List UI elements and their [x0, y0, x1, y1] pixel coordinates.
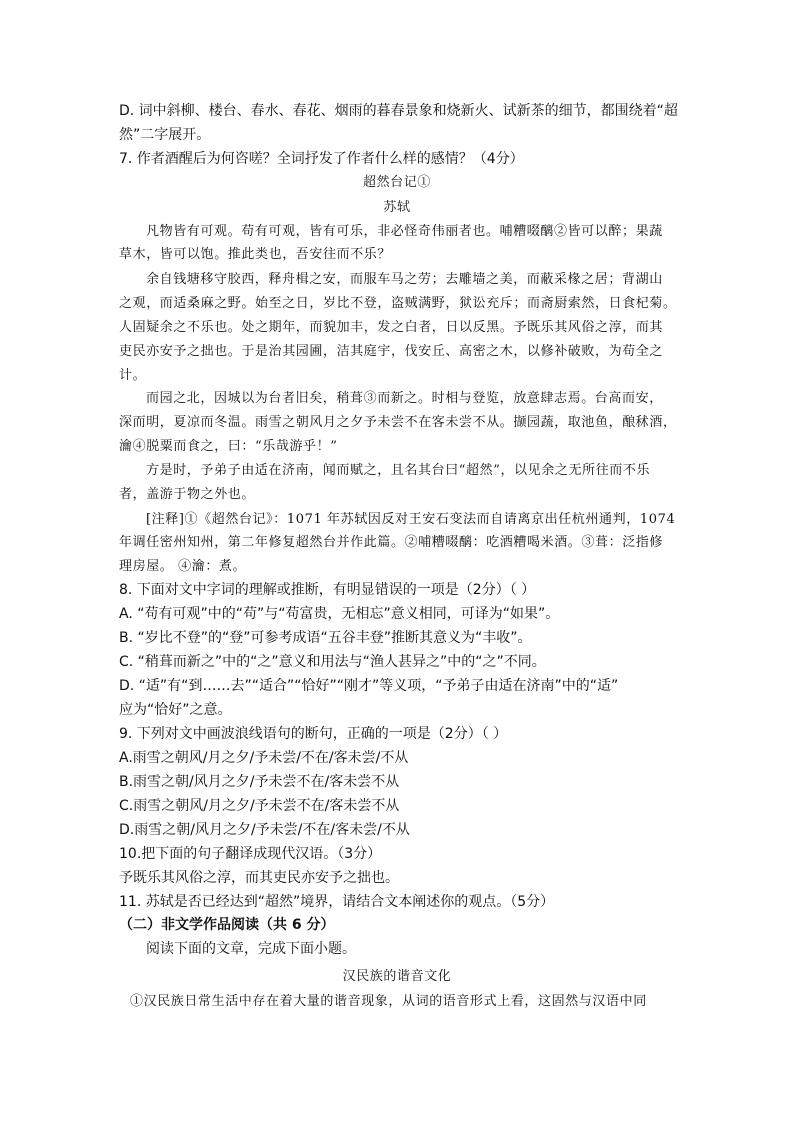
q10-sentence: 予既乐其风俗之淳，而其吏民亦安予之拙也。 [119, 870, 399, 886]
essay-title: 超然台记① [362, 175, 431, 190]
essay-para2-line5: 计。 [119, 368, 147, 383]
q8-option-b: B. “岁比不登”的“登”可参考成语“五谷丰登”推断其意义为“丰收”。 [119, 630, 532, 646]
essay-para4-line2: 者，盖游于物之外也。 [119, 487, 256, 502]
essay-para3-line3: 瀹④脱粟而食之，曰：“乐哉游乎！” [119, 439, 338, 454]
question-9: 9. 下列对文中画波浪线语句的断句，正确的一项是（2分）（ ） [119, 726, 508, 742]
q9-option-a: A.雨雪之朝风/月之夕/予未尝/不在/客未尝/不从 [119, 750, 409, 766]
essay-para4-line1: 方是时，予弟子由适在济南，闻而赋之，且名其台曰“超然”，以见余之无所往而不乐 [146, 463, 651, 478]
q8-option-a: A. “苟有可观”中的“苟”与“苟富贵，无相忘”意义相同，可译为“如果”。 [119, 606, 560, 622]
q6-option-d-line2: 然”二字展开。 [119, 127, 211, 143]
article-title: 汉民族的谐音文化 [342, 969, 452, 984]
essay-para1-line1: 凡物皆有可观。苟有可观，皆有可乐，非必怪奇伟丽者也。哺糟啜醨②皆可以醉；果蔬 [146, 224, 663, 239]
question-8: 8. 下面对文中字词的理解或推断，有明显错误的一项是（2分）（ ） [119, 582, 536, 598]
essay-note-line2: 年调任密州知州，第二年修复超然台并作此篇。②哺糟啜醨：吃酒糟喝米酒。③葺：泛指修 [119, 535, 664, 550]
question-11: 11. 苏轼是否已经达到“超然”境界，请结合文本阐述你的观点。（5分） [119, 894, 555, 910]
article-first-line: ①汉民族日常生活中存在着大量的谐音现象，从词的语音形式上看，这固然与汉语中同 [130, 994, 647, 1009]
q8-option-d-line2: 应为“恰好”之意。 [119, 702, 232, 718]
section-2-instruction: 阅读下面的文章，完成下面小题。 [146, 941, 356, 957]
q8-option-c: C. “稍葺而新之”中的“之”意义和用法与“渔人甚异之”中的“之”不同。 [119, 654, 546, 670]
essay-note-line3: 理房屋。 ④瀹：煮。 [119, 559, 247, 574]
essay-para2-line2: 之观，而适桑麻之野。始至之日，岁比不登，盗贼满野，狱讼充斥；而斋厨索然，日食杞菊。 [119, 296, 677, 311]
essay-note-line1: [注释]①《超然台记》：1071 年苏轼因反对王安石变法而自请离京出任杭州通判，1074 [146, 512, 676, 527]
question-7: 7. 作者酒醒后为何咨嗟？全词抒发了作者什么样的感情？（4分） [119, 151, 524, 167]
essay-para3-line2: 深而明，夏凉而冬温。雨雪之朝风月之夕予未尝不在客未尝不从。撷园蔬，取池鱼，酿秫酒， [119, 415, 677, 430]
essay-para2-line1: 余自钱塘移守胶西，释舟楫之安，而服车马之劳；去雕墙之美，而蔽采椽之居；背湖山 [146, 272, 663, 287]
q6-option-d-line1: D. 词中斜柳、楼台、春水、春花、烟雨的暮春景象和烧新火、试新茶的细节，都围绕着“超 [119, 103, 678, 119]
question-10: 10.把下面的句子翻译成现代汉语。（3分） [119, 846, 382, 862]
q9-option-c: C.雨雪之朝风/月之夕/予未尝不在/客未尝不从 [119, 798, 400, 814]
essay-para3-line1: 而园之北，因城以为台者旧矣，稍葺③而新之。时相与登览，放意肆志焉。台高而安， [146, 391, 663, 406]
essay-para2-line3: 人固疑余之不乐也。处之期年，而貌加丰，发之白者，日以反黑。予既乐其风俗之淳，而其 [119, 320, 664, 335]
essay-para2-line4: 吏民亦安予之拙也。于是治其园圃，洁其庭宇，伐安丘、高密之木，以修补破败，为苟全之 [119, 344, 664, 359]
q9-option-b: B.雨雪之朝/风月之夕/予未尝不在/客未尝不从 [119, 774, 400, 790]
essay-para1-line2: 草木，皆可以饱。推此类也，吾安往而不乐？ [119, 247, 392, 262]
q8-option-d-line1: D. “适”有“到……去”“适合”“恰好”“刚才”等义项，“予弟子由适在济南”中的“适” [119, 678, 619, 694]
section-2-heading: （二）非文学作品阅读（共 6 分） [119, 917, 335, 933]
essay-author: 苏轼 [383, 200, 411, 215]
q9-option-d: D.雨雪之朝/风月之夕/予未尝/不在/客未尝/不从 [119, 822, 410, 838]
